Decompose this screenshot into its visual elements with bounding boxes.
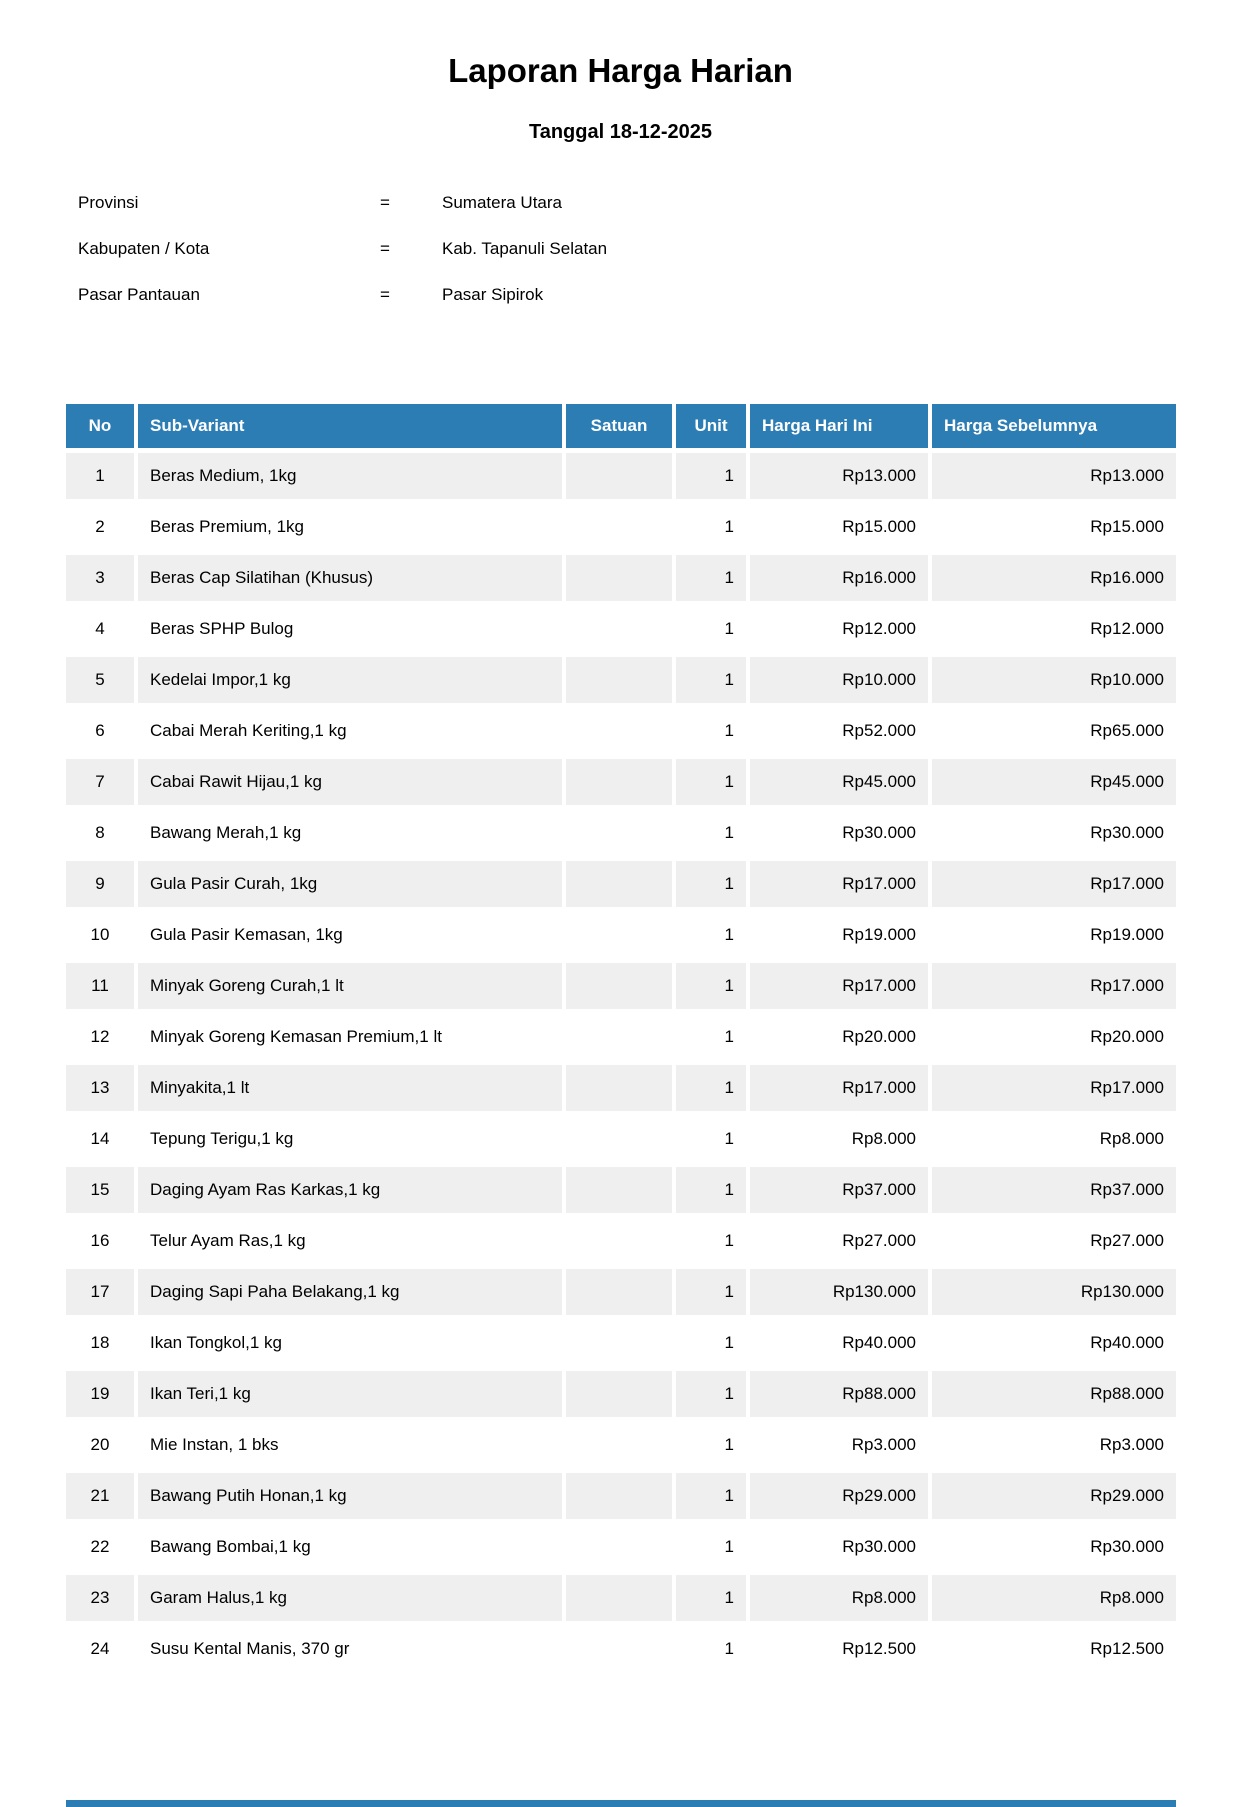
cell-no: 21 [66, 1473, 134, 1519]
cell-no: 9 [66, 861, 134, 907]
cell-sub-variant: Cabai Rawit Hijau,1 kg [138, 759, 562, 805]
cell-sub-variant: Beras Cap Silatihan (Khusus) [138, 555, 562, 601]
cell-no: 1 [66, 453, 134, 499]
cell-no: 7 [66, 759, 134, 805]
cell-sub-variant: Daging Sapi Paha Belakang,1 kg [138, 1269, 562, 1315]
cell-unit: 1 [724, 1435, 734, 1454]
info-label: Pasar Pantauan [78, 285, 200, 304]
equals-sign: = [380, 285, 390, 304]
cell-satuan [566, 963, 672, 1009]
cell-satuan [566, 1371, 672, 1417]
cell-no: 13 [66, 1065, 134, 1111]
cell-harga-sebelumnya: Rp8.000 [932, 1575, 1176, 1621]
cell-no: 6 [95, 721, 105, 740]
cell-harga-sebelumnya: Rp88.000 [932, 1371, 1176, 1417]
cell-sub-variant: Garam Halus,1 kg [138, 1575, 562, 1621]
cell-harga-hari-ini: Rp3.000 [851, 1435, 916, 1454]
info-value: Kab. Tapanuli Selatan [442, 239, 608, 258]
table-row [66, 1065, 1176, 1111]
table-row [66, 708, 1176, 754]
column-header-unit: Unit [676, 404, 746, 448]
cell-harga-sebelumnya: Rp3.000 [1099, 1435, 1164, 1454]
cell-satuan [566, 1116, 672, 1162]
cell-harga-sebelumnya: Rp40.000 [1090, 1333, 1164, 1352]
cell-harga-sebelumnya: Rp12.500 [1090, 1639, 1164, 1658]
cell-unit: 1 [724, 1231, 734, 1250]
table-row [66, 861, 1176, 907]
cell-harga-hari-ini: Rp29.000 [750, 1473, 928, 1519]
cell-sub-variant: Beras Premium, 1kg [150, 517, 304, 536]
cell-satuan [566, 1167, 672, 1213]
cell-harga-hari-ini: Rp40.000 [842, 1333, 916, 1352]
cell-unit: 1 [724, 721, 734, 740]
next-page-header-cutoff [66, 1800, 1176, 1807]
cell-harga-hari-ini: Rp17.000 [750, 861, 928, 907]
cell-harga-hari-ini: Rp27.000 [842, 1231, 916, 1250]
cell-no: 11 [66, 963, 134, 1009]
cell-unit: 1 [724, 619, 734, 638]
table-row [66, 963, 1176, 1009]
column-header-harga-sebelumnya: Harga Sebelumnya [932, 404, 1176, 448]
cell-harga-hari-ini: Rp12.500 [842, 1639, 916, 1658]
cell-sub-variant: Bawang Putih Honan,1 kg [138, 1473, 562, 1519]
cell-sub-variant: Gula Pasir Curah, 1kg [138, 861, 562, 907]
cell-harga-sebelumnya: Rp13.000 [932, 453, 1176, 499]
cell-no: 17 [66, 1269, 134, 1315]
table-row [66, 606, 1176, 652]
table-row [66, 1167, 1176, 1213]
info-value: Sumatera Utara [442, 193, 562, 212]
table-row [66, 504, 1176, 550]
cell-unit: 1 [676, 1473, 746, 1519]
cell-harga-hari-ini: Rp13.000 [750, 453, 928, 499]
cell-satuan [566, 453, 672, 499]
info-label: Provinsi [78, 193, 139, 212]
cell-satuan [566, 759, 672, 805]
cell-satuan [566, 1269, 672, 1315]
cell-unit: 1 [724, 1027, 734, 1046]
cell-harga-hari-ini: Rp52.000 [842, 721, 916, 740]
cell-no: 18 [90, 1333, 110, 1352]
cell-unit: 1 [724, 517, 734, 536]
cell-no: 20 [90, 1435, 110, 1454]
cell-harga-hari-ini: Rp15.000 [842, 517, 916, 536]
cell-no: 24 [90, 1639, 110, 1658]
cell-satuan [566, 810, 672, 856]
cell-unit: 1 [676, 1575, 746, 1621]
cell-unit: 1 [724, 1639, 734, 1658]
info-section [78, 193, 1241, 331]
cell-unit: 1 [676, 657, 746, 703]
cell-harga-sebelumnya: Rp17.000 [932, 861, 1176, 907]
cell-harga-hari-ini: Rp17.000 [750, 1065, 928, 1111]
cell-sub-variant: Telur Ayam Ras,1 kg [150, 1231, 306, 1250]
column-header-satuan: Satuan [566, 404, 672, 448]
cell-no: 19 [66, 1371, 134, 1417]
cell-unit: 1 [676, 1371, 746, 1417]
table-row [66, 1371, 1176, 1417]
info-row-pasar [78, 285, 1241, 331]
table-row [66, 1626, 1176, 1672]
cell-harga-sebelumnya: Rp8.000 [1099, 1129, 1164, 1148]
cell-sub-variant: Mie Instan, 1 bks [150, 1435, 279, 1454]
cell-unit: 1 [724, 1537, 734, 1556]
cell-unit: 1 [724, 1129, 734, 1148]
cell-satuan [566, 1626, 672, 1672]
cell-harga-sebelumnya: Rp30.000 [1090, 1537, 1164, 1556]
column-header-no: No [66, 404, 134, 448]
cell-no: 2 [95, 517, 105, 536]
cell-harga-sebelumnya: Rp12.000 [1090, 619, 1164, 638]
column-header-sub-variant: Sub-Variant [138, 404, 562, 448]
cell-unit: 1 [676, 861, 746, 907]
cell-unit: 1 [724, 925, 734, 944]
cell-harga-hari-ini: Rp30.000 [842, 823, 916, 842]
cell-unit: 1 [676, 453, 746, 499]
cell-no: 12 [90, 1027, 110, 1046]
cell-satuan [566, 1473, 672, 1519]
cell-sub-variant: Beras Medium, 1kg [138, 453, 562, 499]
table-row [66, 555, 1176, 601]
cell-sub-variant: Susu Kental Manis, 370 gr [150, 1639, 350, 1658]
cell-harga-hari-ini: Rp8.000 [851, 1129, 916, 1148]
cell-sub-variant: Bawang Merah,1 kg [150, 823, 302, 842]
table-row [66, 1473, 1176, 1519]
cell-harga-hari-ini: Rp16.000 [750, 555, 928, 601]
cell-sub-variant: Ikan Tongkol,1 kg [150, 1333, 282, 1352]
cell-unit: 1 [676, 1065, 746, 1111]
cell-satuan [566, 657, 672, 703]
cell-harga-sebelumnya: Rp65.000 [1090, 721, 1164, 740]
cell-harga-sebelumnya: Rp45.000 [932, 759, 1176, 805]
cell-sub-variant: Minyak Goreng Curah,1 lt [138, 963, 562, 1009]
cell-sub-variant: Beras SPHP Bulog [150, 619, 294, 638]
cell-harga-sebelumnya: Rp30.000 [1090, 823, 1164, 842]
cell-harga-hari-ini: Rp10.000 [750, 657, 928, 703]
price-table [62, 399, 1180, 1677]
cell-unit: 1 [676, 759, 746, 805]
cell-no: 4 [95, 619, 105, 638]
cell-no: 8 [95, 823, 105, 842]
table-header-row [66, 404, 1176, 448]
cell-no: 5 [66, 657, 134, 703]
cell-sub-variant: Tepung Terigu,1 kg [150, 1129, 294, 1148]
cell-no: 23 [66, 1575, 134, 1621]
table-row [66, 1014, 1176, 1060]
cell-harga-hari-ini: Rp45.000 [750, 759, 928, 805]
cell-harga-sebelumnya: Rp27.000 [1090, 1231, 1164, 1250]
cell-unit: 1 [676, 963, 746, 1009]
cell-no: 16 [90, 1231, 110, 1250]
cell-harga-sebelumnya: Rp20.000 [1090, 1027, 1164, 1046]
cell-satuan [566, 606, 672, 652]
cell-unit: 1 [676, 1167, 746, 1213]
cell-harga-hari-ini: Rp17.000 [750, 963, 928, 1009]
cell-satuan [566, 1218, 672, 1264]
cell-no: 3 [66, 555, 134, 601]
page-title: Laporan Harga Harian [448, 52, 793, 89]
cell-no: 15 [66, 1167, 134, 1213]
table-row [66, 1116, 1176, 1162]
table-row [66, 759, 1176, 805]
cell-satuan [566, 504, 672, 550]
cell-no: 22 [90, 1537, 110, 1556]
cell-satuan [566, 1065, 672, 1111]
info-label: Kabupaten / Kota [78, 239, 210, 258]
cell-harga-sebelumnya: Rp10.000 [932, 657, 1176, 703]
cell-no: 10 [90, 925, 110, 944]
cell-harga-hari-ini: Rp30.000 [842, 1537, 916, 1556]
cell-sub-variant: Minyakita,1 lt [138, 1065, 562, 1111]
table-row [66, 1422, 1176, 1468]
table-row [66, 657, 1176, 703]
table-row [66, 810, 1176, 856]
cell-harga-hari-ini: Rp37.000 [750, 1167, 928, 1213]
column-header-harga-hari-ini: Harga Hari Ini [750, 404, 928, 448]
cell-satuan [566, 1422, 672, 1468]
cell-satuan [566, 912, 672, 958]
cell-satuan [566, 708, 672, 754]
cell-satuan [566, 1575, 672, 1621]
cell-unit: 1 [724, 1333, 734, 1352]
cell-satuan [566, 1014, 672, 1060]
cell-harga-hari-ini: Rp19.000 [842, 925, 916, 944]
report-page [0, 52, 1241, 1677]
cell-harga-sebelumnya: Rp37.000 [932, 1167, 1176, 1213]
cell-harga-hari-ini: Rp12.000 [842, 619, 916, 638]
cell-harga-hari-ini: Rp20.000 [842, 1027, 916, 1046]
cell-satuan [566, 1524, 672, 1570]
table-body [66, 453, 1176, 1672]
cell-sub-variant: Gula Pasir Kemasan, 1kg [150, 925, 343, 944]
cell-sub-variant: Ikan Teri,1 kg [138, 1371, 562, 1417]
cell-satuan [566, 861, 672, 907]
cell-unit: 1 [724, 823, 734, 842]
cell-no: 14 [90, 1129, 110, 1148]
cell-satuan [566, 1320, 672, 1366]
equals-sign: = [380, 239, 390, 258]
cell-harga-hari-ini: Rp88.000 [750, 1371, 928, 1417]
table-row [66, 1320, 1176, 1366]
cell-satuan [566, 555, 672, 601]
cell-harga-hari-ini: Rp130.000 [750, 1269, 928, 1315]
cell-harga-sebelumnya: Rp17.000 [932, 963, 1176, 1009]
cell-sub-variant: Daging Ayam Ras Karkas,1 kg [138, 1167, 562, 1213]
table-row [66, 1575, 1176, 1621]
cell-harga-sebelumnya: Rp17.000 [932, 1065, 1176, 1111]
info-row-kabupaten [78, 239, 1241, 285]
cell-harga-sebelumnya: Rp29.000 [932, 1473, 1176, 1519]
cell-harga-hari-ini: Rp8.000 [750, 1575, 928, 1621]
info-value: Pasar Sipirok [442, 285, 544, 304]
table-row [66, 1218, 1176, 1264]
cell-harga-sebelumnya: Rp19.000 [1090, 925, 1164, 944]
table-row [66, 453, 1176, 499]
cell-harga-sebelumnya: Rp15.000 [1090, 517, 1164, 536]
cell-harga-sebelumnya: Rp16.000 [932, 555, 1176, 601]
cell-unit: 1 [676, 1269, 746, 1315]
table-row [66, 1269, 1176, 1315]
cell-sub-variant: Minyak Goreng Kemasan Premium,1 lt [150, 1027, 442, 1046]
cell-sub-variant: Bawang Bombai,1 kg [150, 1537, 311, 1556]
cell-sub-variant: Kedelai Impor,1 kg [138, 657, 562, 703]
cell-unit: 1 [676, 555, 746, 601]
table-row [66, 1524, 1176, 1570]
table-row [66, 912, 1176, 958]
info-row-provinsi [78, 193, 1241, 239]
cell-harga-sebelumnya: Rp130.000 [932, 1269, 1176, 1315]
report-date: Tanggal 18-12-2025 [528, 121, 713, 143]
equals-sign: = [380, 193, 390, 212]
cell-sub-variant: Cabai Merah Keriting,1 kg [150, 721, 347, 740]
